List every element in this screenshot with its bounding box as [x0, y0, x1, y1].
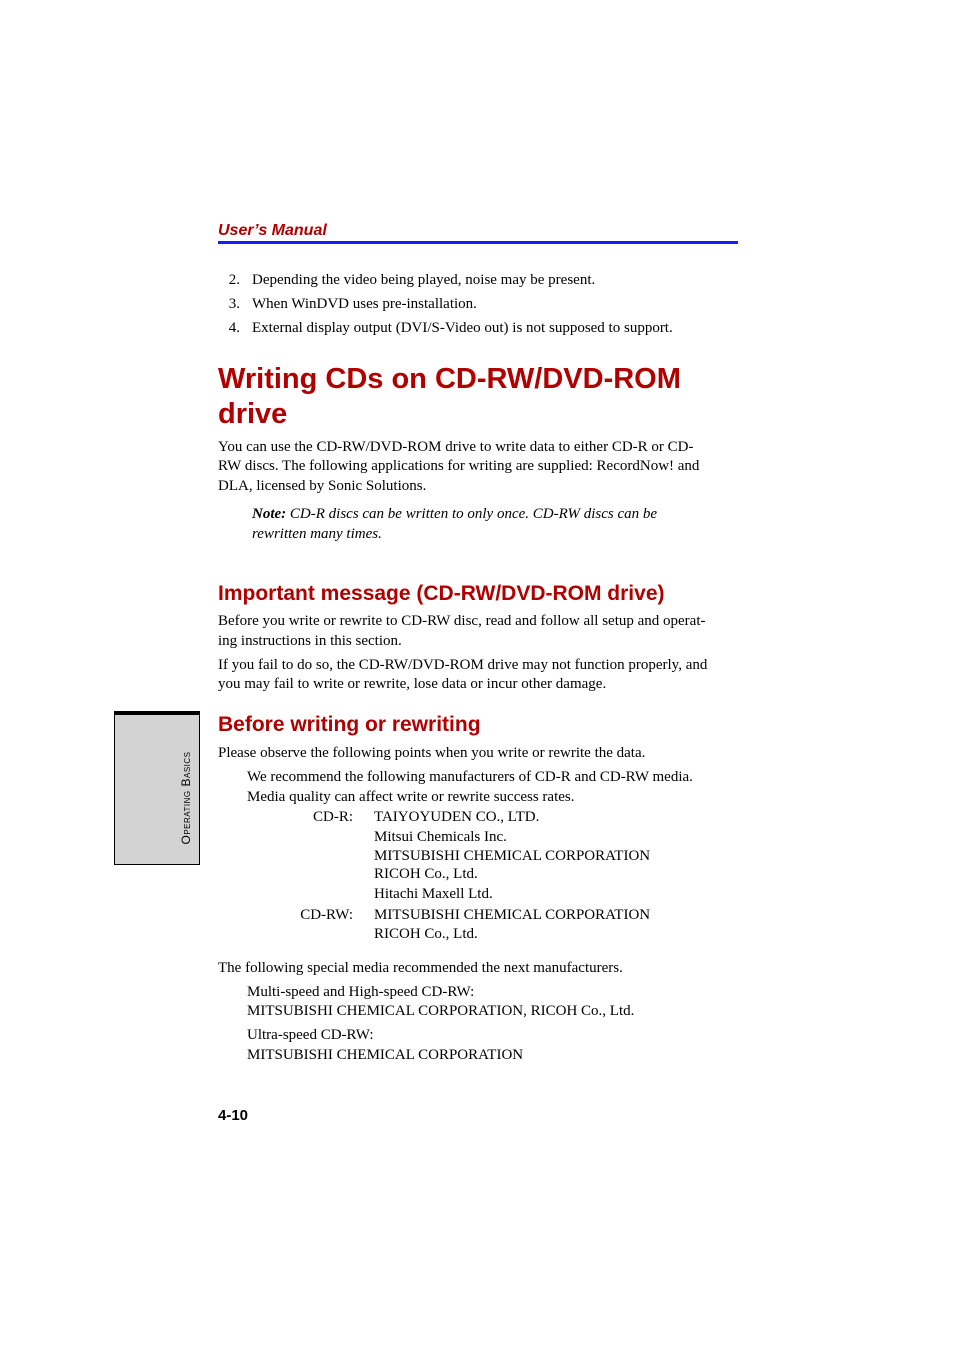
- section-title-line: drive: [218, 398, 288, 430]
- subsection-title-before-writing: Before writing or rewriting: [218, 713, 481, 736]
- manufacturer-item: TAIYOYUDEN CO., LTD.: [374, 809, 540, 825]
- running-title: User’s Manual: [218, 222, 327, 239]
- manufacturer-item: Mitsui Chemicals Inc.: [374, 829, 507, 845]
- list-item-number: 4.: [228, 320, 240, 336]
- note: [252, 504, 657, 524]
- media-type-label-cdr: CD-R:: [312, 809, 353, 825]
- note-label: Note:: [252, 506, 287, 522]
- subsection-title-important-message: Important message (CD-RW/DVD-ROM drive): [218, 582, 665, 605]
- paragraph-line: The following special media recommended the next manufacturers.: [218, 960, 623, 976]
- paragraph-line: DLA, licensed by Sonic Solutions.: [218, 478, 427, 494]
- paragraph-line: You can use the CD-RW/DVD-ROM drive to write data to either CD-R or CD-: [218, 439, 694, 455]
- note-text: CD-R discs can be written to only once. CD-RW discs can be: [286, 506, 658, 522]
- section-title-writing-cds: [218, 362, 681, 432]
- list-item-number: 2.: [228, 272, 240, 288]
- manufacturer-item: MITSUBISHI CHEMICAL CORPORATION: [374, 848, 651, 864]
- manufacturer-item: RICOH Co., Ltd.: [374, 926, 478, 942]
- special-media-label: Multi-speed and High-speed CD-RW:: [247, 984, 475, 1000]
- chapter-side-tab-label: Operating Basics: [179, 751, 193, 845]
- paragraph-line: We recommend the following manufacturers of CD-R and CD-RW media.: [247, 769, 693, 785]
- paragraph-line: ing instructions in this section.: [218, 633, 402, 649]
- paragraph-line: Please observe the following points when you write or rewrite the data.: [218, 745, 646, 761]
- section-title-line: Writing CDs on CD-RW/DVD-ROM: [218, 363, 681, 395]
- list-item-text: Depending the video being played, noise may be present.: [252, 272, 596, 288]
- paragraph-line: RW discs. The following applications for writing are supplied: RecordNow! and: [218, 458, 700, 474]
- list-item-text: External display output (DVI/S-Video out) is not supposed to support.: [252, 320, 673, 336]
- header-rule: [218, 241, 738, 244]
- note-text: rewritten many times.: [252, 526, 382, 542]
- paragraph-line: Before you write or rewrite to CD-RW disc, read and follow all setup and operat-: [218, 613, 706, 629]
- manufacturer-item: MITSUBISHI CHEMICAL CORPORATION: [247, 1047, 524, 1063]
- special-media-label: Ultra-speed CD-RW:: [247, 1027, 374, 1043]
- media-type-label-cdrw: CD-RW:: [300, 907, 353, 923]
- manufacturer-item: MITSUBISHI CHEMICAL CORPORATION: [374, 907, 651, 923]
- list-item-number: 3.: [228, 296, 240, 312]
- paragraph-line: you may fail to write or rewrite, lose data or incur other damage.: [218, 676, 607, 692]
- paragraph-line: If you fail to do so, the CD-RW/DVD-ROM drive may not function properly, and: [218, 657, 708, 673]
- paragraph-line: Media quality can affect write or rewrite success rates.: [247, 789, 575, 805]
- manufacturer-item: MITSUBISHI CHEMICAL CORPORATION, RICOH Co., Ltd.: [247, 1003, 635, 1019]
- list-item-text: When WinDVD uses pre-installation.: [252, 296, 477, 312]
- page-number: 4-10: [218, 1107, 249, 1124]
- manufacturer-item: RICOH Co., Ltd.: [374, 866, 478, 882]
- manufacturer-item: Hitachi Maxell Ltd.: [374, 886, 493, 902]
